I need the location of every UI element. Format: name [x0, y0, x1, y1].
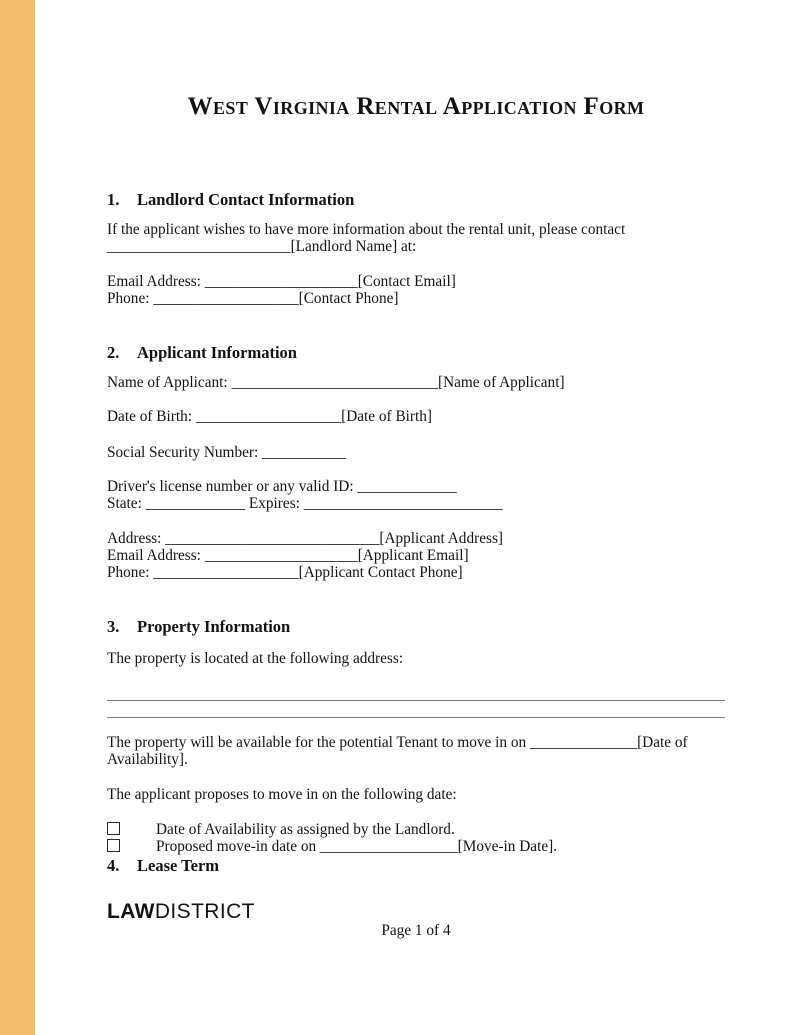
logo-district-part: DISTRICT: [154, 900, 255, 924]
availability-line2: Availability].: [107, 751, 188, 769]
property-address-blank-line-2: [107, 717, 725, 718]
availability-line1: The property will be available for the potential Tenant to move in on ______________[Date of: [107, 733, 688, 751]
applicant-contact-block: [107, 530, 725, 582]
ssn-line: Social Security Number: ___________: [107, 443, 347, 461]
landlord-intro-line1: If the applicant wishes to have more information about the rental unit, please contact: [107, 221, 626, 238]
landlord-phone-line: Phone: ___________________[Contact Phone]: [107, 289, 399, 307]
section-number: 4.: [107, 856, 120, 876]
applicant-address-line: Address: ____________________________[Applicant Address]: [107, 529, 503, 547]
section-heading-applicant-information: [107, 343, 725, 362]
license-block: [107, 478, 725, 513]
option-date-of-availability: [107, 821, 725, 838]
section-heading-property-information: [107, 617, 725, 636]
applicant-email-line: Email Address: ____________________[Applicant Email]: [107, 546, 469, 564]
section-heading-landlord-contact: [107, 190, 725, 209]
landlord-name-blank-line: ________________________[Landlord Name] at:: [107, 238, 417, 256]
document-content: [107, 0, 725, 940]
proposed-move-in-checkbox[interactable]: [107, 839, 120, 852]
section-number: 3.: [107, 616, 120, 636]
logo-law-part: LAW: [107, 900, 155, 924]
landlord-intro-paragraph: [107, 221, 725, 256]
option-proposed-move-in-date: [107, 838, 725, 855]
option-label: Proposed move-in date on __________________[Move-in Date].: [156, 838, 558, 856]
section-heading-lease-term: [107, 856, 725, 875]
page-number: Page 1 of 4: [381, 922, 451, 940]
move-in-options-list: [107, 821, 725, 856]
date-of-birth-line: Date of Birth: ___________________[Date of Birth]: [107, 408, 433, 426]
section-number: 2.: [107, 343, 120, 363]
left-accent-stripe: [0, 0, 35, 1035]
applicant-phone-line: Phone: ___________________[Applicant Contact Phone]: [107, 564, 463, 582]
landlord-contact-block: [107, 273, 725, 308]
license-state-expires-line: State: _____________ Expires: __________________________: [107, 495, 503, 513]
section-number: 1.: [107, 190, 120, 209]
section-title: Applicant Information: [137, 343, 297, 363]
license-number-line: Driver's license number or any valid ID: _____________: [107, 478, 457, 496]
availability-paragraph: [107, 734, 725, 769]
landlord-email-line: Email Address: ____________________[Contact Email]: [107, 272, 456, 290]
property-address-blank-line-1: [107, 700, 725, 701]
applicant-name-line: Name of Applicant: ___________________________[Name of Applicant]: [107, 374, 565, 392]
section-title: Landlord Contact Information: [137, 190, 355, 209]
property-address-intro-line: The property is located at the following address:: [107, 649, 404, 667]
option-label: Date of Availability as assigned by the Landlord.: [156, 820, 455, 838]
section-title: Lease Term: [137, 856, 220, 876]
move-in-proposal-line: The applicant proposes to move in on the following date:: [107, 786, 457, 804]
document-title: West Virginia Rental Application Form: [187, 93, 645, 120]
section-title: Property Information: [137, 616, 291, 636]
date-of-availability-checkbox[interactable]: [107, 822, 120, 835]
lawdistrict-logo: [107, 901, 725, 922]
